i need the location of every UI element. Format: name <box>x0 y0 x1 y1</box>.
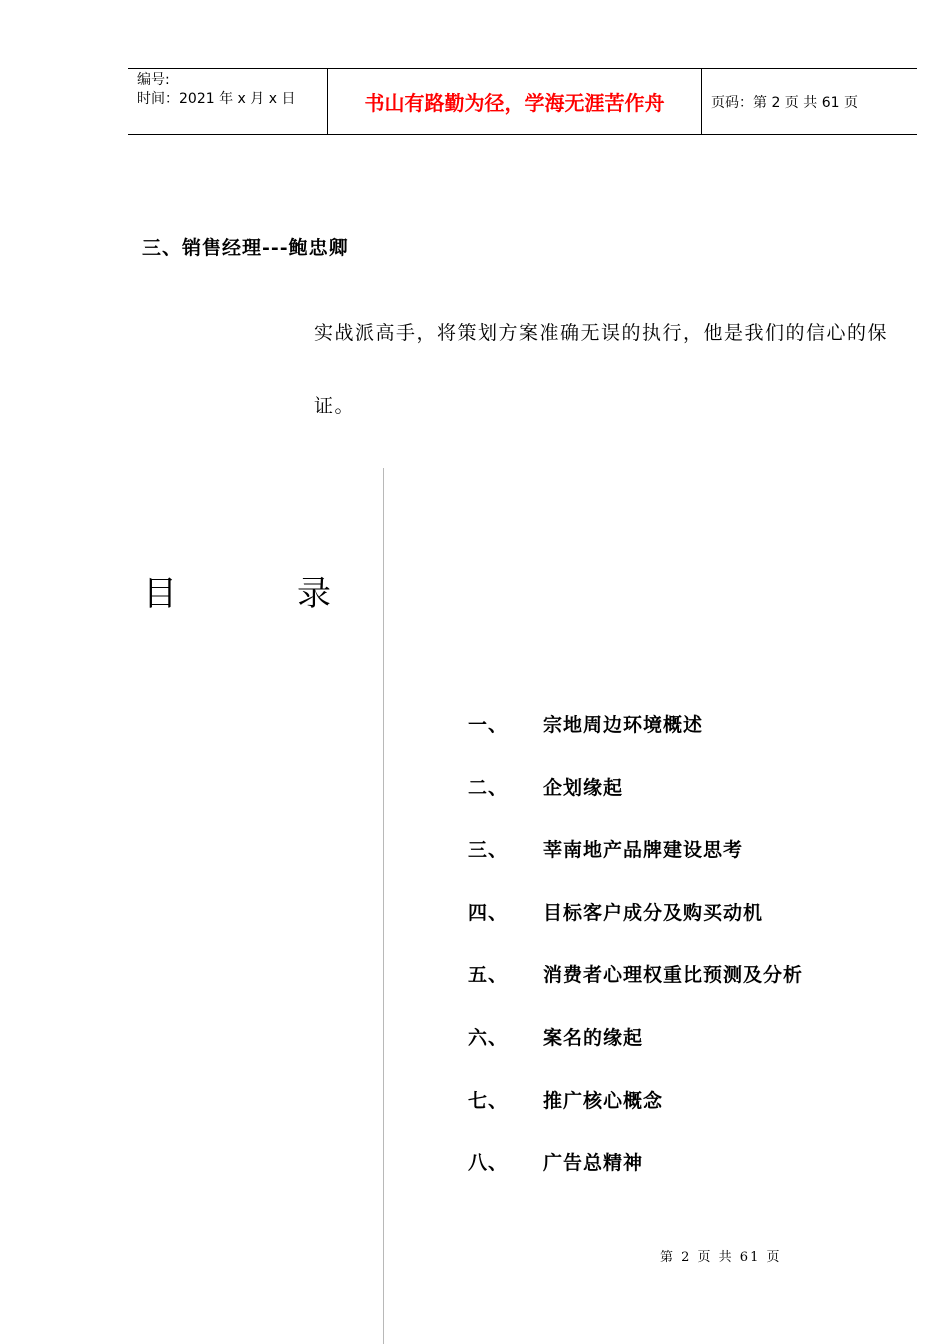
header-page-info: 页码：第 2 页 共 61 页 <box>711 94 858 111</box>
toc-item-number: 二、 <box>468 776 509 799</box>
table-of-contents <box>468 710 803 1211</box>
toc-item <box>468 835 803 898</box>
page-footer: 第 2 页 共 61 页 <box>660 1250 782 1265</box>
date-label: 时间：2021 年 x 月 x 日 <box>137 91 296 107</box>
toc-item-number: 七、 <box>468 1089 509 1112</box>
toc-item-label: 消费者心理权重比预测及分析 <box>543 964 804 987</box>
toc-item <box>468 960 803 1023</box>
toc-title-char-2: 录 <box>297 574 331 614</box>
header-motto: 书山有路勤为径，学海无涯苦作舟 <box>328 69 702 134</box>
toc-item <box>468 1086 803 1149</box>
toc-item-number: 一、 <box>468 714 509 736</box>
toc-item-number: 三、 <box>468 839 509 862</box>
toc-item-label: 推广核心概念 <box>543 1089 664 1112</box>
toc-item-label: 企划缘起 <box>543 776 624 799</box>
toc-item <box>468 1023 803 1086</box>
toc-item-label: 案名的缘起 <box>543 1026 644 1049</box>
document-header <box>128 68 917 135</box>
toc-item <box>468 773 803 836</box>
toc-item-number: 六、 <box>468 1026 509 1049</box>
toc-item <box>468 1148 803 1211</box>
toc-item-number: 四、 <box>468 901 509 924</box>
toc-item <box>468 710 803 773</box>
toc-title-char-1: 目 <box>143 574 177 614</box>
section-heading: 三、销售经理---鲍忠卿 <box>142 237 349 259</box>
serial-number-label: 编号: <box>137 72 170 88</box>
toc-item-label: 莘南地产品牌建设思考 <box>543 839 744 862</box>
toc-item-number: 八、 <box>468 1152 509 1175</box>
header-meta-cell <box>128 69 328 134</box>
toc-item-label: 宗地周边环境概述 <box>543 714 704 736</box>
section-paragraph: 实战派高手，将策划方案准确无误的执行，他是我们的信心的保证。 <box>314 322 889 417</box>
toc-item <box>468 898 803 961</box>
toc-item-number: 五、 <box>468 964 509 987</box>
toc-item-label: 广告总精神 <box>543 1152 644 1175</box>
toc-item-label: 目标客户成分及购买动机 <box>543 901 764 924</box>
vertical-divider <box>383 468 384 1344</box>
